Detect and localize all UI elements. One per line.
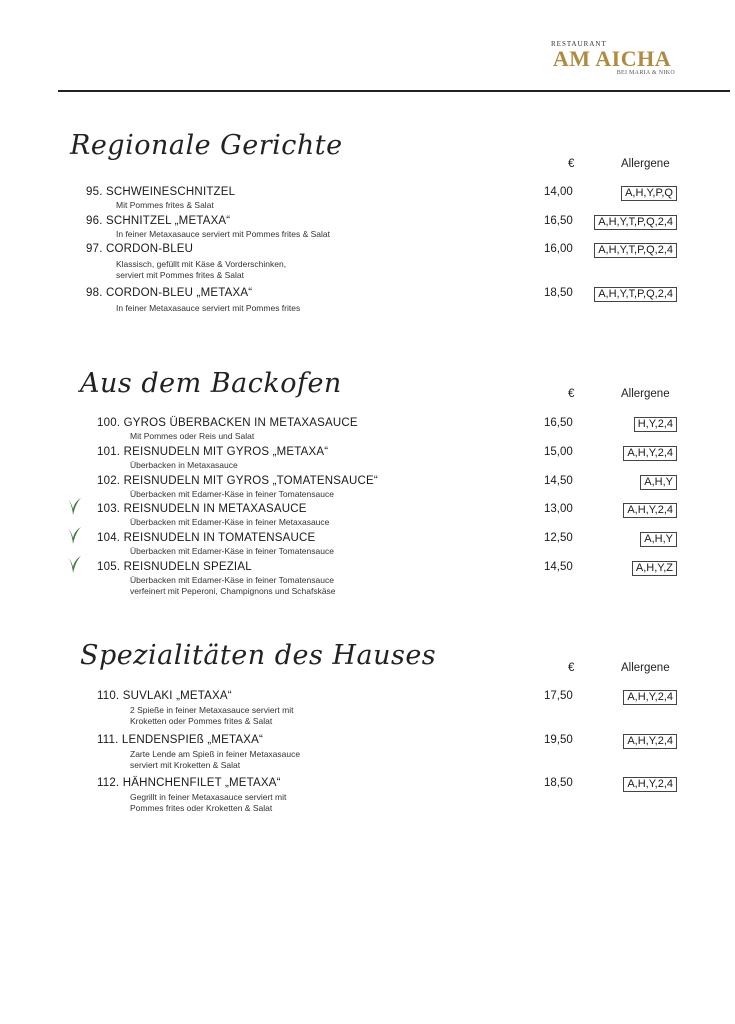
item-price: 14,50 [544,561,573,573]
section-title: Regionale Gerichte [70,130,343,161]
header-divider [58,90,730,92]
allergen-column-header: Allergene [621,662,670,674]
item-name: 102. REISNUDELN MIT GYROS „TOMATENSAUCE“ [97,475,378,487]
item-name: 111. LENDENSPIEß „METAXA“ [97,734,264,746]
item-price: 16,50 [544,215,573,227]
price-column-header: € [568,388,575,400]
item-description: Überbacken mit Edamer-Käse in feiner Tomatensauce [130,575,334,585]
item-allergens: A,H,Y [640,532,677,547]
item-description: Mit Pommes frites & Salat [116,200,214,210]
item-name: 95. SCHWEINESCHNITZEL [86,186,236,198]
item-name: 100. GYROS ÜBERBACKEN IN METAXASAUCE [97,417,358,429]
item-allergens: A,H,Y,P,Q [621,186,677,201]
logo-subtitle: BEI MARIA & NIKO [616,70,675,76]
item-allergens: A,H,Y [640,475,677,490]
allergen-column-header: Allergene [621,388,670,400]
item-allergens: H,Y,2,4 [634,417,677,432]
restaurant-logo [547,40,677,76]
logo-brand-name: AM AICHA [552,46,672,71]
item-price: 19,50 [544,734,573,746]
item-allergens: A,H,Y,2,4 [623,690,677,705]
item-name: 105. REISNUDELN SPEZIAL [97,561,252,573]
item-allergens: A,H,Y,2,4 [623,446,677,461]
vegetarian-leaf-icon [66,497,82,517]
item-allergens: A,H,Y,2,4 [623,503,677,518]
item-description: serviert mit Kroketten & Salat [130,760,241,770]
price-column-header: € [568,662,575,674]
item-description: verfeinert mit Peperoni, Champignons und Schafskäse [130,586,336,596]
logo-restaurant-label: RESTAURANT [551,40,607,48]
item-price: 14,50 [544,475,573,487]
item-description: Pommes frites oder Kroketten & Salat [130,803,273,813]
item-allergens: A,H,Y,T,P,Q,2,4 [594,243,677,258]
item-description: Kroketten oder Pommes frites & Salat [130,716,273,726]
item-description: Mit Pommes oder Reis und Salat [130,431,255,441]
item-price: 18,50 [544,287,573,299]
item-price: 13,00 [544,503,573,515]
item-price: 17,50 [544,690,573,702]
item-name: 97. CORDON-BLEU [86,243,194,255]
item-description: Überbacken mit Edamer-Käse in feiner Metaxasauce [130,517,330,527]
allergen-column-header: Allergene [621,158,670,170]
item-name: 112. HÄHNCHENFILET „METAXA“ [97,777,281,789]
item-allergens: A,H,Y,T,P,Q,2,4 [594,215,677,230]
item-name: 103. REISNUDELN IN METAXASAUCE [97,503,307,515]
price-column-header: € [568,158,575,170]
item-allergens: A,H,Y,T,P,Q,2,4 [594,287,677,302]
item-name: 98. CORDON-BLEU „METAXA“ [86,287,253,299]
item-price: 12,50 [544,532,573,544]
item-name: 101. REISNUDELN MIT GYROS „METAXA“ [97,446,329,458]
item-description: Überbacken mit Edamer-Käse in feiner Tomatensauce [130,489,334,499]
item-description: Zarte Lende am Spieß in feiner Metaxasauce [130,749,301,759]
item-description: Überbacken mit Edamer-Käse in feiner Tomatensauce [130,546,334,556]
item-price: 15,00 [544,446,573,458]
item-name: 96. SCHNITZEL „METAXA“ [86,215,231,227]
item-description: serviert mit Pommes frites & Salat [116,270,245,280]
section-title: Spezialitäten des Hauses [80,640,437,671]
item-allergens: A,H,Y,2,4 [623,777,677,792]
item-description: Gegrillt in feiner Metaxasauce serviert mit [130,792,287,802]
item-allergens: A,H,Y,Z [632,561,677,576]
item-name: 104. REISNUDELN IN TOMATENSAUCE [97,532,316,544]
item-allergens: A,H,Y,2,4 [623,734,677,749]
item-description: 2 Spieße in feiner Metaxasauce serviert mit [130,705,294,715]
item-price: 16,00 [544,243,573,255]
item-description: In feiner Metaxasauce serviert mit Pommes frites & Salat [116,229,330,239]
item-price: 16,50 [544,417,573,429]
item-name: 110. SUVLAKI „METAXA“ [97,690,232,702]
vegetarian-leaf-icon [66,526,82,546]
item-description: In feiner Metaxasauce serviert mit Pommes frites [116,303,301,313]
item-price: 14,00 [544,186,573,198]
item-description: Überbacken in Metaxasauce [130,460,238,470]
item-description: Klassisch, gefüllt mit Käse & Vorderschinken, [116,259,287,269]
section-title: Aus dem Backofen [80,368,342,399]
item-price: 18,50 [544,777,573,789]
vegetarian-leaf-icon [66,555,82,575]
